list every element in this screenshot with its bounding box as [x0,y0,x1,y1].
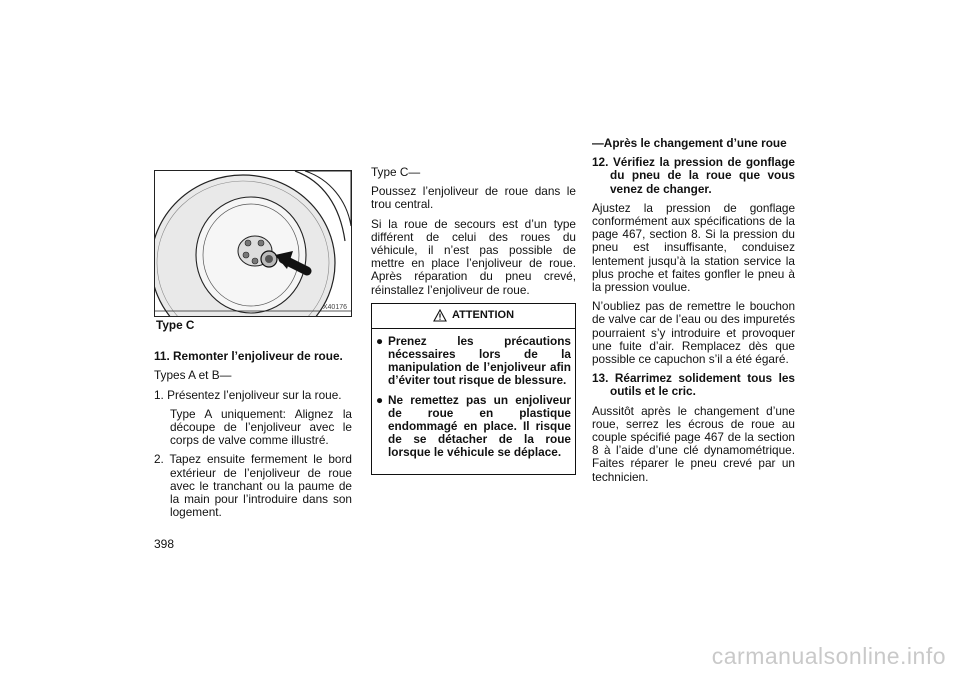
bullet-icon: ● [376,333,384,348]
page-number: 398 [154,537,175,551]
step-13: 13. Réarrimez solidement tous les outils et le cric. [592,371,795,399]
column-right [592,137,795,490]
watermark: carmanualsonline.info [711,643,946,669]
attention-body [372,329,575,474]
figure-caption: Type C [156,318,195,332]
attention-item [376,335,571,388]
attention-item-text: Ne remettez pas un enjoliveur de roue en plastique endommagé en place. Il risque de se détacher de la roue lorsque le véhicule se déplace. [388,392,571,460]
step-12-paragraph-2: N’oubliez pas de remettre le bouchon de valve car de l’eau ou des impuretés pourraient s’y introduire et provoquer une fuite d’air. Remplacez dès que possible ce capuchon s’il a été égaré. [592,299,795,367]
types-ab-label: Types A et B— [154,368,232,383]
substep-1: 1. Présentez l’enjoliveur sur la roue. [154,387,342,402]
step-12-paragraph-1: Ajustez la pression de gonflage conformément aux spécifications de la page 467, section 8. Si la pression du pneu est insuffisante, conduisez lentement jusqu’à la station service la plus proche et faites gonfler le pneu à la pression voulue. [592,200,795,295]
warning-icon [433,309,447,322]
bullet-icon: ● [376,392,384,407]
step-11: 11. Remonter l’enjoliveur de roue. [154,349,343,364]
substep-2: 2. Tapez ensuite fermement le bord extérieur de l’enjoliveur de roue avec le tranchant ou la paume de la main pour l’introduire dans son logement. [154,452,352,520]
step-12: 12. Vérifiez la pression de gonflage du pneu de la roue que vous venez de changer. [592,155,795,196]
wheel-cover-illustration [155,171,351,316]
substep-1-note: Type A uniquement: Alignez la découpe de l’enjoliveur avec le corps de valve comme illustré. [170,406,352,448]
type-c-paragraph-1: Poussez l’enjoliveur de roue dans le trou central. [371,184,576,212]
attention-box [371,303,576,475]
step-13-paragraph: Aussitôt après le changement d’une roue, serrez les écrous de roue au couple spécifié page 467 de la section 8 à l’aide d’une clé dynamométrique. Faites réparer le pneu crevé par un technicien. [592,403,795,484]
section-heading: —Après le changement d’une roue [592,136,787,150]
column-left [154,170,352,525]
column-middle [371,166,576,475]
attention-title: ATTENTION [451,309,515,322]
wheel-cover-figure [154,170,352,317]
attention-header [372,304,575,329]
attention-item-text: Prenez les précautions nécessaires lors de la manipulation de l’enjoliveur afin d’éviter tout risque de blessure. [388,333,571,388]
type-c-label: Type C— [371,165,421,179]
type-c-paragraph-2: Si la roue de secours est d’un type différent de celui des roues du véhicule, il n’est pas possible de mettre en place l’enjoliveur de roue. Après réparation du pneu crevé, réinstallez l’enjoliveur de roue. [371,216,576,297]
figure-code: X40176 [322,303,347,311]
attention-item [376,394,571,460]
